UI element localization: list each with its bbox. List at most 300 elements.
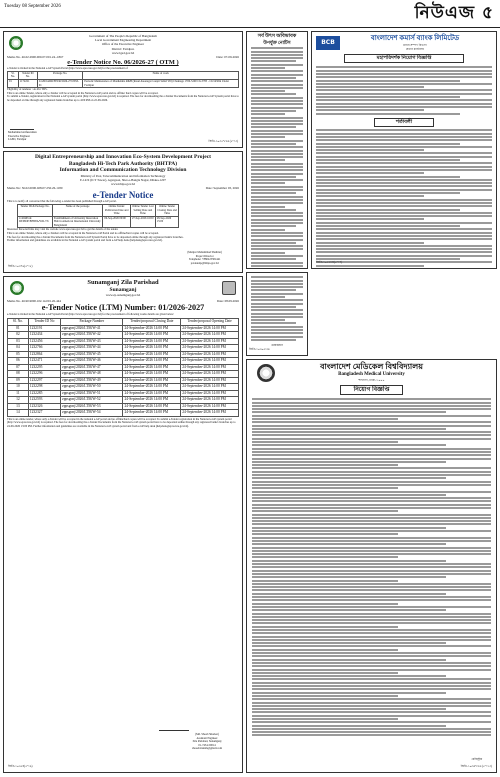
text-line	[252, 728, 491, 730]
ad1-body-text	[249, 47, 305, 269]
table-cell: 11	[8, 390, 29, 397]
table-cell: zppsgonj/2026/LTM/W-48	[61, 371, 123, 378]
text-line	[316, 255, 492, 257]
text-line	[252, 708, 446, 710]
text-line	[251, 51, 303, 53]
text-line	[316, 248, 492, 250]
table-cell: 24-September-2026 14:00 PM	[123, 332, 181, 339]
text-line	[251, 316, 303, 318]
text-line	[251, 110, 296, 112]
sunamganj-notice-title: e-Tender Notice (LTM) Number: 01/2026-2027	[41, 303, 205, 313]
text-line	[252, 642, 446, 644]
bhtpa-para-1: Interested Persons/firms may visit the website www.eprocure.gov.bd to get the details of the tender.	[7, 228, 119, 232]
table-cell: 1232191	[28, 325, 60, 332]
sunamganj-portrait	[222, 281, 236, 295]
text-line	[252, 616, 491, 618]
table-cell: Periodic Maintenance of Manikdaha R&H (Rasul-Kaonagar Lanpit Sahid Vill) Chainage 1700-5200 Ch-3785 - Ch.5450m Under Faridpur	[83, 80, 239, 88]
bmu-ad-code: জিডি-১০৩৬৭/২৬ (৫"×১৩)	[460, 765, 492, 769]
text-line	[252, 682, 491, 684]
table-cell: 1232456	[28, 338, 60, 345]
text-line	[251, 232, 303, 234]
text-line	[251, 235, 303, 237]
bhtpa-address: E-14/X (ICT Tower), Agargaon, Sher-e-Bangla Nagar, Dhaka-1207	[80, 177, 166, 182]
text-line	[251, 57, 303, 59]
lged-signature	[10, 124, 34, 130]
lged-intro: e-Tender is invited in the National e-GP System Portal (http://www.eprocure.gov.bd) for the procurement of	[7, 67, 128, 71]
text-line	[252, 599, 491, 601]
lged-para-2: To submit e-Tender, registration in the National e-GP system portal (http://www.eprocure.gov.bd) is required. The fees for downloading the e-Tender Documents from the National e-GP System portal have to be deposited on line through any registered banks branches up to 4:00 PM on 22-09-2026.	[7, 95, 239, 102]
text-line	[251, 258, 296, 260]
text-line	[252, 629, 491, 631]
lged-signer-title: Executive Engineer	[8, 134, 30, 138]
table-row	[8, 80, 239, 88]
text-line	[252, 675, 446, 677]
text-line	[252, 481, 491, 483]
table-cell: 24-September-2026 14:00 PM	[181, 351, 239, 358]
text-line	[251, 322, 296, 324]
table-cell: 24-September-2026 14:00 PM	[123, 325, 181, 332]
table-cell: 1120465 & DEIEDP/BHTPA/WD-7/6	[18, 216, 53, 228]
text-line	[252, 576, 446, 578]
table-cell: 08	[8, 371, 29, 378]
bhtpa-phone: Telephone: +880223381441	[188, 258, 221, 262]
table-cell: 05	[8, 351, 29, 358]
col-header: Tender ID & Package No.	[18, 204, 53, 216]
lged-signer-office: LGED, Faridpur	[8, 138, 27, 142]
lged-ad-code: জিডি-১০৩৫৭/২৬ (৫"×৩)	[208, 140, 238, 144]
table-cell: 24-September-2026 14:00 PM	[123, 377, 181, 384]
lged-memo: Memo No. 46.02.2900.000.07.001.24.-1867	[7, 55, 64, 60]
text-line	[251, 202, 303, 204]
text-line	[316, 212, 492, 214]
text-line	[316, 222, 492, 224]
text-line	[251, 156, 303, 158]
text-line	[251, 64, 303, 66]
text-line	[251, 117, 303, 119]
table-cell: 10	[8, 384, 29, 391]
text-line	[252, 632, 491, 634]
text-line	[251, 299, 303, 301]
text-line	[316, 149, 424, 151]
text-line	[251, 133, 303, 135]
text-line	[316, 205, 492, 207]
table-cell: 24-September-2026 14:00 PM	[181, 325, 239, 332]
table-cell: 24-September-2026 14:00 PM	[123, 371, 181, 378]
text-line	[252, 441, 398, 443]
lged-para-1: This is an online Tender, where only e-Tender will be accepted in the National e-GP portal and no offline/ hard copies will be accepted.	[7, 91, 159, 95]
table-cell: zppsgonj/2026/LTM/W-49	[61, 377, 123, 384]
table-cell: zppsgonj/2026/LTM/W-43	[61, 338, 123, 345]
text-line	[252, 652, 491, 654]
lged-signer: Mohammad Arifuzzaman	[8, 131, 37, 134]
text-line	[252, 566, 491, 568]
table-cell: zppsgonj/2026/LTM/W-42	[61, 332, 123, 339]
table-cell: 24-September-2026 14:00 PM	[181, 364, 239, 371]
text-line	[252, 734, 491, 736]
text-line	[251, 153, 303, 155]
text-line	[252, 411, 446, 413]
text-line	[316, 209, 460, 211]
text-line	[251, 189, 303, 191]
lged-title: e-Tender Notice No. 06/2026-27 ( OTM )	[67, 59, 179, 67]
text-line	[252, 705, 491, 707]
col-header: Online Tender Publication Date and Time	[103, 204, 131, 216]
bcb-body-text-1	[314, 66, 494, 116]
text-line	[316, 96, 460, 98]
text-line	[252, 672, 398, 674]
text-line	[252, 553, 491, 555]
table-cell: 24-September-2026 14:00 PM	[123, 384, 181, 391]
text-line	[316, 202, 492, 204]
text-line	[251, 179, 303, 181]
text-line	[251, 319, 285, 321]
text-line	[316, 103, 492, 105]
text-line	[252, 408, 491, 410]
sunamganj-web[interactable]: www.zp.sunamganj.gov.bd	[105, 293, 141, 297]
text-line	[251, 262, 303, 264]
lged-table	[7, 71, 239, 88]
col-header: Tender ID No.	[18, 71, 37, 79]
text-line	[252, 711, 491, 713]
text-line	[251, 146, 303, 148]
text-line	[251, 293, 303, 295]
table-cell: zppsgonj/2026/LTM/W-53	[61, 403, 123, 410]
text-line	[252, 606, 491, 608]
col-header: Online Tender Last Selling Date and Time	[132, 204, 154, 216]
text-line	[252, 721, 491, 723]
text-line	[316, 215, 492, 217]
table-row	[8, 410, 239, 417]
text-line	[252, 491, 491, 493]
table-cell: 1232298	[28, 384, 60, 391]
text-line	[316, 99, 492, 101]
text-line	[252, 431, 491, 433]
text-line	[252, 543, 446, 545]
text-line	[251, 126, 296, 128]
text-line	[252, 533, 398, 535]
text-line	[252, 504, 491, 506]
text-line	[251, 84, 303, 86]
text-line	[252, 702, 491, 704]
lged-web[interactable]: www.lged.gov.bd	[111, 50, 135, 55]
text-line	[316, 76, 492, 78]
text-line	[252, 662, 491, 664]
table-cell: 24-September-2026 14:00 PM	[181, 403, 239, 410]
table-cell: 1232593	[28, 397, 60, 404]
text-line	[251, 215, 303, 217]
table-row	[18, 216, 179, 228]
text-line	[252, 550, 491, 552]
text-line	[251, 199, 303, 201]
bmu-body-text	[250, 398, 493, 738]
text-line	[252, 583, 491, 585]
text-line	[251, 245, 303, 247]
col-header: Online Tender Closing Date and Time	[155, 204, 179, 216]
text-line	[316, 232, 492, 234]
table-cell: zppsgonj/2026/LTM/W-45	[61, 351, 123, 358]
sunamganj-para: This is an online tender, where only e-Tender will be accepted in the national e-GP portal and no offline/hard copies will be accepted. To submit e-Tender registration in the National e-GP system portal (http://www.eprocure.gov.bd) is required. The fees for downloading the e-Tender Documents from the National e-GP system portal have to be deposited online through any registered bank's branches up to 24-09-2026 13:00 PM. Further information and guidelines are available in the National e-GP system portal and from e-GP help desk (helpdesk@eprocure.gov.bd).	[7, 417, 236, 428]
text-line	[251, 329, 303, 331]
text-line	[251, 70, 303, 72]
bcb-notice-title: মহাপরিদর্শক নিয়োগ বিজ্ঞপ্তি	[344, 54, 464, 63]
bhtpa-signer: (Monjur Mohammad Shahriar)	[187, 251, 222, 254]
text-line	[251, 169, 303, 171]
text-line	[251, 313, 303, 315]
table-cell: 28-Sep-2026 15:00	[155, 216, 179, 228]
text-line	[316, 185, 492, 187]
text-line	[251, 242, 296, 244]
table-cell: 24-September-2026 14:00 PM	[181, 358, 239, 365]
col-header: Name of the package	[52, 204, 102, 216]
text-line	[252, 517, 491, 519]
bmu-recruitment-ad	[246, 359, 497, 773]
text-line	[251, 60, 296, 62]
text-line	[252, 685, 491, 687]
text-line	[252, 678, 491, 680]
text-line	[251, 265, 303, 267]
text-line	[251, 47, 303, 49]
table-cell: 02	[8, 332, 29, 339]
sunamganj-signer-title: Assistant Engineer	[196, 736, 218, 740]
text-line	[251, 229, 285, 231]
text-line	[252, 688, 491, 690]
text-line	[251, 159, 285, 161]
table-cell: 1172221	[18, 80, 37, 88]
text-line	[252, 510, 398, 512]
bhtpa-authority: Bangladesh Hi-Tech Park Authority (BHTPA)	[68, 160, 178, 167]
text-line	[251, 166, 303, 168]
table-cell: 24-September-2026 14:00 PM	[123, 358, 181, 365]
sunamganj-place: Sunamganj	[109, 286, 137, 293]
text-line	[251, 212, 303, 214]
text-line	[251, 67, 285, 69]
text-line	[316, 261, 492, 263]
table-cell: 24-September-2026 14:00 PM	[123, 390, 181, 397]
text-line	[251, 143, 296, 145]
text-line	[252, 477, 446, 479]
text-line	[316, 169, 492, 171]
text-line	[252, 659, 446, 661]
text-line	[316, 139, 492, 141]
text-line	[251, 140, 303, 142]
bhtpa-ad-code: জিডি-১০৩৭৯(৫"×৫)	[8, 265, 33, 269]
text-line	[316, 251, 492, 253]
text-line	[252, 402, 491, 404]
text-line	[252, 547, 491, 549]
text-line	[251, 186, 303, 188]
text-line	[251, 130, 303, 132]
text-line	[251, 206, 285, 208]
bhtpa-email[interactable]: pd.deiedp@bhtpa.gov.bd	[190, 261, 219, 265]
page-header	[0, 0, 500, 28]
text-line	[252, 497, 491, 499]
sunamganj-logo	[10, 281, 24, 295]
bcb-recruitment-ad	[311, 31, 497, 269]
text-line	[316, 156, 492, 158]
text-line	[252, 523, 491, 525]
text-line	[252, 438, 491, 440]
text-line	[316, 258, 460, 260]
text-line	[251, 136, 285, 138]
sunamganj-phone: 01-7454-50014	[198, 743, 216, 747]
col-header: Tender/proposal Closing Date	[123, 319, 181, 326]
col-header: Name of work	[83, 71, 239, 79]
text-line	[252, 563, 491, 565]
table-cell: Establishment of University Innovation Hub in American International University Bangladesh	[52, 216, 102, 228]
text-line	[316, 166, 492, 168]
text-line	[316, 146, 492, 148]
text-line	[252, 484, 491, 486]
ad2-code: জিডি-১০৩০৫/২৬	[249, 347, 270, 351]
table-cell: 24-September-2026 14:00 PM	[181, 345, 239, 352]
text-line	[252, 586, 491, 588]
text-line	[252, 570, 491, 572]
table-cell: 03	[8, 338, 29, 345]
text-line	[251, 276, 303, 278]
text-line	[316, 238, 492, 240]
text-line	[251, 306, 296, 308]
text-line	[251, 225, 296, 227]
text-line	[316, 106, 492, 108]
table-cell: 24-September-2026 14:00 PM	[123, 351, 181, 358]
text-line	[252, 636, 491, 638]
table-cell: zppsgonj/2026/LTM/W-44	[61, 345, 123, 352]
text-line	[252, 421, 491, 423]
text-line	[251, 268, 303, 269]
text-line	[252, 698, 491, 700]
bmu-title-en: Bangladesh Medical University	[338, 372, 405, 377]
table-cell: 24-September-2026 14:00 PM	[181, 377, 239, 384]
lged-date: Date: 07-09-2026	[216, 55, 239, 60]
text-line	[252, 507, 491, 509]
table-cell: 1232766	[28, 345, 60, 352]
text-line	[251, 255, 303, 257]
text-line	[252, 626, 398, 628]
table-cell: 24-September-2026 14:00 PM	[181, 332, 239, 339]
text-line	[251, 332, 303, 334]
table-cell: zppsgonj/2026/LTM/W-50	[61, 384, 123, 391]
text-line	[316, 133, 492, 135]
text-line	[316, 113, 460, 115]
text-line	[251, 107, 303, 109]
sunamganj-memo: Memo No. 46.90.9000.102.14.001.26-444	[7, 299, 61, 304]
table-cell: 1232471	[28, 358, 60, 365]
text-line	[252, 530, 491, 532]
text-line	[316, 172, 424, 174]
text-line	[252, 596, 491, 598]
table-cell: 06	[8, 358, 29, 365]
text-line	[251, 77, 296, 79]
table-cell: 1232327	[28, 410, 60, 417]
text-line	[251, 113, 285, 115]
bhtpa-web[interactable]: www.bhtpa.gov.bd	[111, 181, 135, 186]
table-cell: 24-September-2026 14:00 PM	[123, 397, 181, 404]
text-line	[316, 162, 492, 164]
text-line	[251, 326, 303, 328]
sunamganj-date: Date: 08.09.2026	[216, 299, 239, 304]
bangla-notice-ad-2	[246, 272, 308, 356]
text-line	[252, 415, 491, 417]
text-line	[316, 195, 424, 197]
text-line	[251, 248, 303, 250]
table-cell: 14	[8, 410, 29, 417]
bhtpa-project: Digital Entrepreneurship and Innovation Eco-System Development Project	[35, 154, 211, 160]
text-line	[251, 74, 303, 76]
text-line	[316, 245, 492, 247]
text-line	[251, 286, 303, 288]
bhtpa-tender-ad	[3, 151, 243, 273]
text-line	[252, 540, 491, 542]
bhtpa-para-4: Further information and guidelines are available in the National e-GP system portal and from e-GP help desk (helpdesk@eprocure.gov.bd).	[7, 239, 163, 243]
text-line	[252, 458, 491, 460]
col-header: Tender ID No	[28, 319, 60, 326]
table-cell: 01	[8, 80, 19, 88]
bhtpa-signer-title: Project Director	[195, 254, 214, 258]
text-line	[316, 189, 492, 191]
ad1-title: সর্ব উৎস অবিভাবক	[257, 34, 297, 39]
text-line	[252, 444, 446, 446]
table-cell: 1232434	[28, 332, 60, 339]
bhtpa-intro: This is to notify all concerned that the following e-tender has been published through e-GP portal.	[7, 200, 117, 204]
table-cell: 24-September-2026 14:00 PM	[123, 410, 181, 417]
table-cell: 1232864	[28, 351, 60, 358]
table-cell: 1232295	[28, 364, 60, 371]
table-cell: 1232326	[28, 403, 60, 410]
table-cell: 24-September-2026 14:00 PM	[123, 364, 181, 371]
table-cell: zppsgonj/2026/LTM/W-52	[61, 397, 123, 404]
table-cell: 1232297	[28, 377, 60, 384]
bcb-body-text-2	[314, 129, 494, 269]
text-line	[252, 451, 491, 453]
sunamganj-title: Sunamganj Zila Parishad	[87, 279, 159, 286]
bmu-notice-title: নিয়োগ বিজ্ঞপ্তি	[340, 385, 403, 395]
text-line	[251, 93, 296, 95]
sunamganj-email[interactable]: shoeeb.hakim@gmail.com	[192, 747, 222, 751]
text-line	[252, 649, 398, 651]
text-line	[251, 80, 303, 82]
text-line	[252, 428, 446, 430]
table-cell: 24-September-2026 14:00 PM	[181, 390, 239, 397]
header-date: Tuesday 08 September 2026	[4, 4, 61, 9]
text-line	[316, 129, 492, 131]
col-header: Sl. No.	[8, 71, 19, 79]
bcb-dept: মানব সম্পদ বিভাগ	[403, 43, 427, 47]
lged-eligibility: Eligibility of tenderer : As Per TDS.	[7, 88, 48, 92]
text-line	[252, 464, 398, 466]
table-cell: 1232285	[28, 390, 60, 397]
text-line	[252, 725, 446, 727]
text-line	[316, 86, 424, 88]
text-line	[252, 669, 491, 671]
text-line	[252, 471, 491, 473]
bcb-ad-code: জিডি-১০২১৮৪(৫"×৭)	[316, 261, 343, 265]
text-line	[251, 54, 303, 56]
text-line	[316, 242, 424, 244]
table-cell: zppsgonj/2026/LTM/W-47	[61, 364, 123, 371]
text-line	[252, 418, 398, 420]
text-line	[316, 182, 492, 184]
text-line	[316, 70, 492, 72]
text-line	[252, 715, 491, 717]
lged-district: District: Faridpur.	[111, 46, 135, 51]
sunamganj-signature	[159, 725, 189, 731]
bcb-conditions-heading: শর্তাবলী	[374, 118, 434, 127]
text-line	[316, 66, 492, 68]
table-cell: 24-September-2026 14:00 PM	[181, 397, 239, 404]
text-line	[251, 283, 303, 285]
text-line	[252, 494, 446, 496]
text-line	[252, 622, 491, 624]
